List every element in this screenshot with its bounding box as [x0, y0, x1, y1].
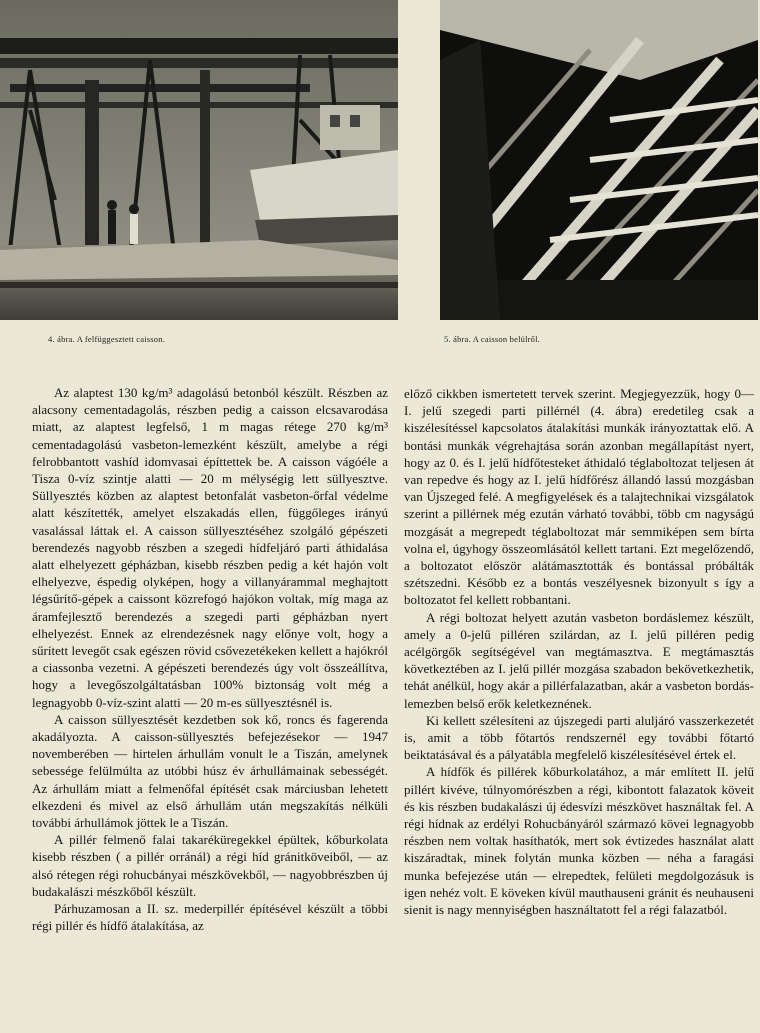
left-column [32, 384, 388, 935]
right-column [404, 385, 754, 918]
paragraph: A caisson süllyesztését kezdetben sok kő, roncs és fagerenda akadályozta. A caisson-süllyesztés befejezésekor — 1947 novemberében — hirtelen árhullám vonult le a Tiszán, amelynek sebessége felülmúlta az utóbbi húsz év árhullámainak sebességét. Az árhullám miatt a felmenőfal építését csak márciusban lehetett elkezdeni és mivel az első árhullám után megszakítás nélküli további árhullámok jöttek le a Tiszán. [32, 711, 388, 831]
paragraph: előző cikkben ismertetett tervek szerint. Megjegyezzük, hogy 0—I. jelű szegedi parti pillérnél (4. ábra) eredetileg csak a kiszélesítéssel kapcsolatos átalakítási munkák irányoztattak elő. A bontási munkák végrehajtása során azonban megállapítást nyert, hogy az 0. és I. jelű hídfőtesteket áthidaló téglaboltozat teljesen át van repedve és hogy az I. jelű hídfőrész állandó lassú mozgásban van Újszeged felé. A megfigyelések és a talajtechnikai vizsgálatok szerint a pillérnek még ezután várható további, több cm nagyságú mozgását a megrepedt téglaboltozat már semmiképen sem bírta volna el, úgyhogy összeomlásától kellett tartani. Ezt megelőzendő, a boltozatot először alátámasztották és bontással próbálták szétszedni. Később ez a bontás veszélyesnek bizonyult s így a boltozatot fel kellett robbantani. [404, 386, 754, 608]
caisson-photo [0, 0, 398, 320]
caisson-interior-photo [440, 0, 758, 320]
figure-4-photo [0, 0, 398, 320]
paragraph: Ki kellett szélesíteni az újszegedi parti aluljáró vasszerkezetét is, amit a több főtartós rendszernél egy további főtartó beiktatásával és a pályatábla megfelelő kiszélesítésével értek el. [404, 712, 754, 763]
paragraph: A pillér felmenő falai takaréküregekkel épültek, kőburkolata kisebb részben ( a pillér orránál) a régi híd gránitköveiből, — az alsó rétegen régi rohucbányai mészkövekből, — nagyobbrészben új budakalászi mészkőből készült. [32, 832, 388, 899]
figure-5-photo [440, 0, 758, 320]
paragraph: Az alaptest 130 kg/m³ adagolású betonból készült. Részben az alacsony cementadagolás, részben pedig a caisson elcsavarodása miatt, az alaptest legfelső, 1 m magas rétege 270 kg/m³ cementadagolású vasbeton-lemezként készült, amelybe a régi felrobbantott vashíd idomvasai építtettek be. A caisson vágóéle a Tisza 0-víz szintje alatti — 20 m mélységig lett süllyesztve. Süllyesztés közben az alaptest betonfalát vasbeton-őrfal védelme alatt készítették, amelyet elszakadás ellen, függőleges irányú vasalással láttak el. A caisson süllyesztéséhez szolgáló gépészeti berendezés nagyobb részben a szegedi hídfeljáró parti áthidalása alatt elhelyezett gépházban, kisebb részben pedig a két hajón volt elhelyezve, éspedig olyképen, hogy a villanyárammal meghajtott légsűrítő-gépek a caissont közrefogó hajókon voltak, míg maga az áramfejlesztő berendezés a szegedi parti gépházban nyert elhelyezést. Ennek az elrendezésnek nagy előnye volt, hogy a sűrített levegőt csak egészen rövid csővezetékeken kellett a hajókról a ciassonba vezetni. A gépészeti berendezés úgy volt összeállítva, hogy a levegőszolgáltatásban 100% biztonság volt még a legnagyobb 0-víz-szint alatti — 20 m-es süllyesztésnél is. [32, 385, 388, 710]
figure-4-caption: 4. ábra. A felfüggesztett caisson. [48, 334, 166, 344]
figure-5-caption: 5. ábra. A caisson belülről. [444, 334, 541, 344]
paragraph: A régi boltozat helyett azután vasbeton bordáslemez készült, amely a 0-jelű pilléren szilárdan, az I. jelű pilléren pedig acélgörgők segítségével van megtámasztva. E megtámasztás következtében az I. jelű pillér mozgása szabadon bekövetkezhetik, tehát anélkül, hogy akár a pillérfalazatban, akár a vasbeton bordás-lemezben belső erők keletkeznének. [404, 609, 754, 711]
paragraph: Párhuzamosan a II. sz. mederpillér építésével készült a többi régi pillér és hídfő átalakítása, az [32, 901, 388, 934]
paragraph: A hídfők és pillérek kőburkolatához, a már említett II. jelű pillért kivéve, túlnyomórészben a régi, kibontott falazatok köveit és kis részben budakalászi új édesvízi mészkövet használtak fel. A régi hídnak az erdélyi Rohucbányáról származó kövei legnagyobb részben nem voltak hasíthatók, mert sok évtizedes használat alatt kiszáradtak, minek folytán munka közben — néha a faragási munka befejezése után — elrepedtek, felületi megdolgozásuk is igen nehéz volt. E köveken kívül mauthauseni gránit és neuhauseni sienit is nagy mennyiségben használtatott fel a régi falazatból. [404, 764, 754, 918]
